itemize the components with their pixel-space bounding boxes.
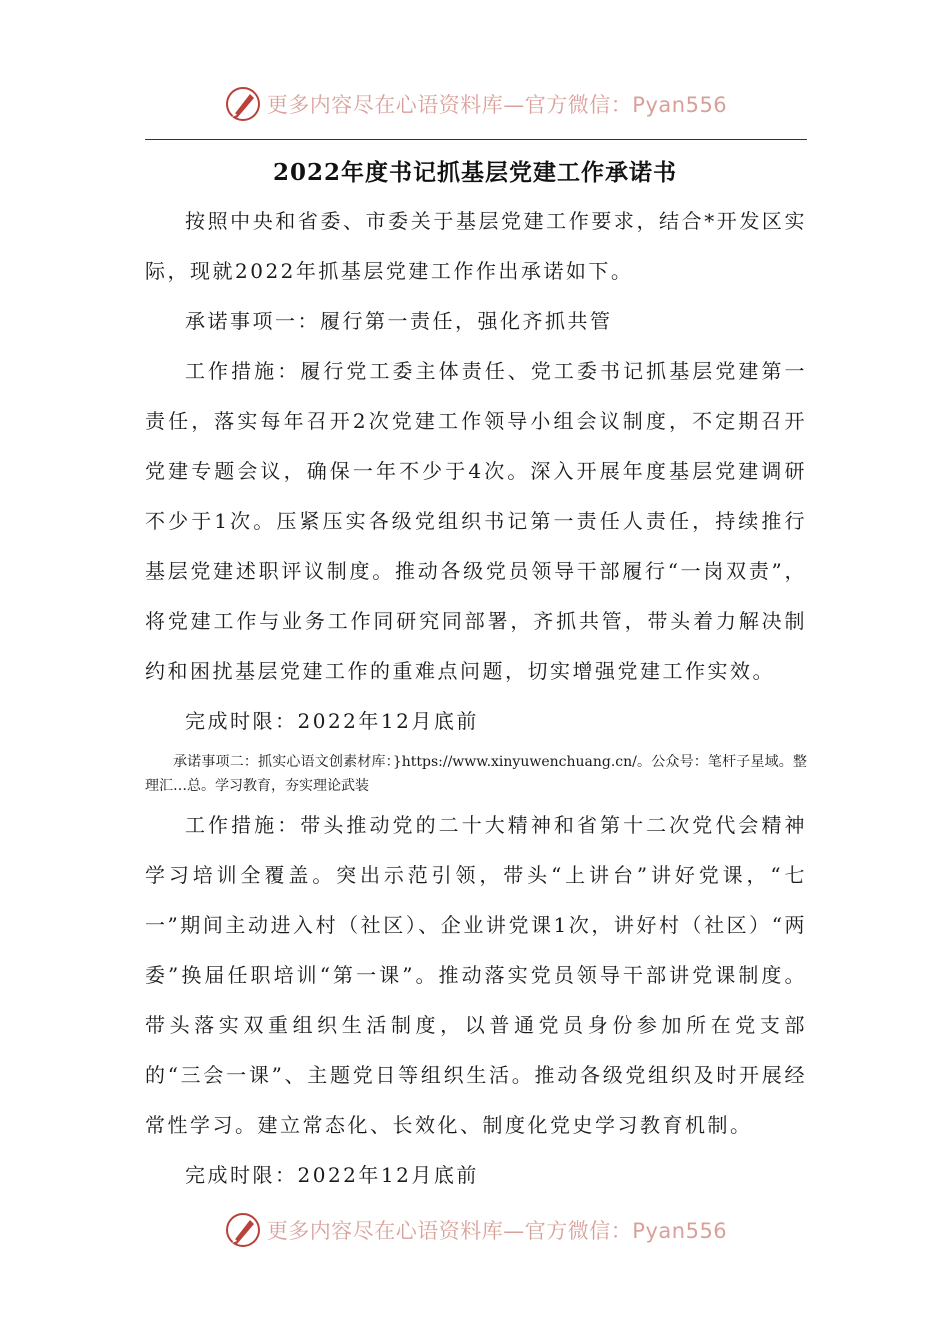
- banner-text: 更多内容尽在心语资料库—官方微信：Pyan556: [266, 93, 728, 117]
- header-banner: [0, 82, 950, 126]
- commitment-one-measures: 工作措施：履行党工委主体责任、党工委书记抓基层党建第一责任，落实每年召开2次党建工作领导小组会议制度，不定期召开党建专题会议，确保一年不少于4次。深入开展年度基层党建调研不少于1次。压紧压实各级党组织书记第一责任人责任，持续推行基层党建述职评议制度。推动各级党员领导干部履行“一岗双责”，将党建工作与业务工作同研究同部署，齐抓共管，带头着力解决制约和困扰基层党建工作的重难点问题，切实增强党建工作实效。: [145, 359, 807, 683]
- document-title: 2022年度书记抓基层党建工作承诺书: [272, 159, 677, 186]
- intro-paragraph: 按照中央和省委、市委关于基层党建工作要求，结合*开发区实际，现就2022年抓基层党建工作作出承诺如下。: [145, 209, 807, 283]
- commitment-two-measures: 工作措施：带头推动党的二十大精神和省第十二次党代会精神学习培训全覆盖。突出示范引领，带头“上讲台”讲好党课，“七一”期间主动进入村（社区）、企业讲党课1次，讲好村（社区）“两委”换届任职培训“第一课”。推动落实党员领导干部讲党课制度。带头落实双重组织生活制度，以普通党员身份参加所在党支部的“三会一课”、主题党日等组织生活。推动各级党组织及时开展经常性学习。建立常态化、长效化、制度化党史学习教育机制。: [145, 813, 807, 1137]
- pen-nib-logo-icon: [223, 84, 263, 124]
- footer-banner: [0, 1208, 950, 1252]
- commitment-one-heading: 承诺事项一：履行第一责任，强化齐抓共管: [185, 309, 613, 333]
- commitment-two-deadline: 完成时限：2022年12月底前: [185, 1163, 479, 1187]
- banner-text: 更多内容尽在心语资料库—官方微信：Pyan556: [266, 1219, 728, 1243]
- document-body: [145, 196, 807, 1200]
- commitment-two-heading: 承诺事项二：抓实心语文创素材库：}https://www.xinyuwenchuang.cn/。公众号：笔杆子星域。整理汇…总。学习教育，夯实理论武装: [145, 754, 807, 794]
- pen-nib-logo-icon: [223, 1210, 263, 1250]
- commitment-one-deadline: 完成时限：2022年12月底前: [185, 709, 479, 733]
- header-divider: [145, 139, 807, 140]
